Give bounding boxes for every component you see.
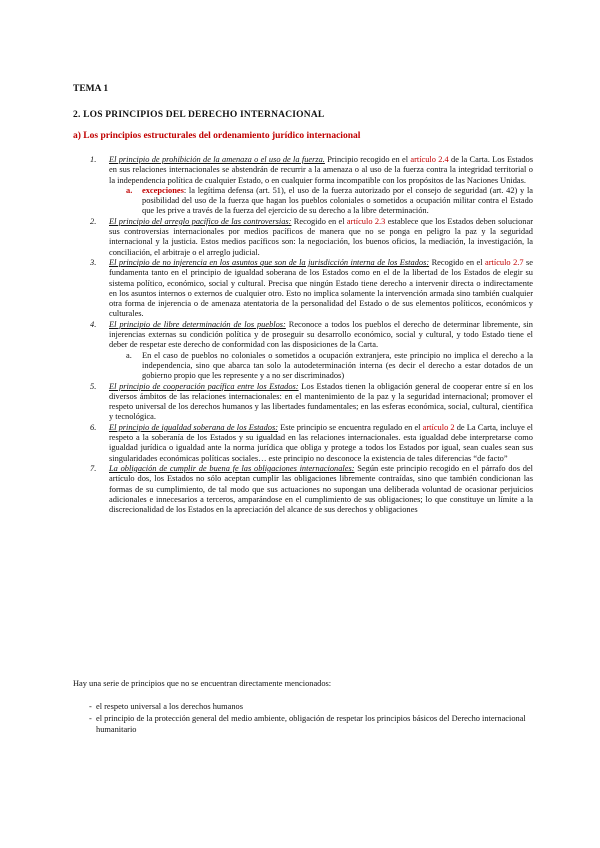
principle-text: de La Carta, incluye el respeto a la soberanía de los Estados y su igualdad en las relaciones internacionales. esta igualdad debe interpretarse como igualdad jurídica o igualdad ante la norma jurídica que obliga y protege a todos los Estados por igual, sean cuales sean sus singularidades económicas políticas sociales… este principio no desconoce la existencia de tales diferencias “de facto”	[109, 422, 533, 463]
principle-text: Reconoce a todos los pueblos el derecho de determinar libremente, sin injerencias externas su condición política y de proseguir su desarrollo económico, social y cultural, y todo Estado tiene el deber de respetar este derecho de conformidad con las disposiciones de la Carta.	[109, 319, 533, 350]
article-reference: artículo 2.3	[346, 216, 386, 226]
other-principles-intro: Hay una serie de principios que no se encuentran directamente mencionados:	[73, 679, 332, 688]
sub-letter: a.	[126, 185, 133, 195]
exceptions-label: excepciones	[142, 185, 184, 195]
section-title: 2. LOS PRINCIPIOS DEL DERECHO INTERNACIONAL	[73, 110, 325, 120]
principle-number: 2.	[90, 216, 97, 226]
list-item	[73, 714, 533, 735]
article-reference: artículo 2.4	[410, 155, 449, 164]
principle-text: Los Estados tienen la obligación general de cooperar entre sí en los diversos ámbitos de las relaciones internacionales: en el mantenimiento de la paz y la seguridad internacional; promover el respeto universal de los derechos humanos y las libertades fundamentales; en las esferas económica, social, cultural, científica y tecnológica.	[109, 381, 533, 422]
sub-letter: a.	[126, 350, 132, 360]
principle-text: se fundamenta tanto en el principio de igualdad soberana de los Estados como en el de la libertad de los Estados de elegir su sistema político, económico, social y cultural. Precisa que ningún Estado tiene derecho a intervenir directa o indirectamente en los asuntos internos o externos de cualquier otro. Esto no implica solamente la intervención armada sino también cualquier otra forma de injerencia o de amenaza atentatoria de la personalidad del Estado o de sus elementos políticos, económicos y culturales.	[109, 257, 533, 319]
principle-title: El principio de no injerencia en los asuntos que son de la jurisdicción interna de los Estados:	[109, 257, 430, 267]
sub-item	[109, 186, 533, 217]
sub-text: : la legítima defensa (art. 51), el uso de la fuerza autorizado por el consejo de seguridad (art. 42) y la posibilidad del uso de la fuerza que hagan los pueblos coloniales o sometidos a ocupación militar contra el Estado que les prive a través de la fuerza del ejercicio de su derecho a la libre determinación.	[142, 185, 533, 216]
sub-text: En el caso de pueblos no coloniales o sometidos a ocupación extranjera, este principio no implica el derecho a la independencia, sino que abarca tan solo la autodeterminación interna (es decir el derecho a estar dotados de un gobierno propio que les represente y a no ser discriminados)	[142, 350, 533, 381]
principle-item	[73, 382, 533, 423]
subsection-title: a) Los principios estructurales del ordenamiento jurídico internacional	[73, 131, 361, 141]
principle-item	[73, 217, 533, 258]
list-item-text: el principio de la protección general del medio ambiente, obligación de respetar los principios básicos del Derecho internacional humanitario	[96, 714, 526, 734]
dash-marker: -	[89, 702, 92, 711]
principle-text: Recogido en el	[429, 257, 486, 267]
article-reference: artículo 2.7	[485, 257, 524, 267]
principle-text: Este principio se encuentra regulado en el	[278, 422, 423, 432]
principle-item	[73, 320, 533, 382]
principle-item	[73, 258, 533, 320]
principle-text: Según este principio recogido en el párrafo dos del artículo dos, los Estados no sólo aceptan cumplir las obligaciones libremente contraídas, sino que también condicionan las formas de su cumplimiento, de tal modo que sus actuaciones no supongan una deliberada voluntad de ocasionar perjuicios adicionales e innecesarios a terceros, amparándose en el cumplimiento de sus obligaciones; lo que constituye un límite a la discrecionalidad de los Estados en la apreciación del alcance de sus derechos y obligaciones	[109, 463, 533, 515]
principle-item	[73, 155, 533, 217]
topic-heading: TEMA 1	[73, 84, 109, 94]
principle-number: 7.	[90, 463, 97, 473]
principle-text: de la Carta. Los Estados en sus relaciones internacionales se abstendrán de recurrir a la amenaza o al uso de la fuerza contra la integridad territorial o la independencia política de cualquier Estado, o en cualquier forma incompatible con los propósitos de las Naciones Unidas.	[109, 155, 533, 185]
list-item-text: el respeto universal a los derechos humanos	[96, 702, 243, 711]
list-item	[73, 702, 533, 712]
principle-text: establece que los Estados deben solucionar sus controversias internacionales por medios pacíficos de manera que no se ponga en peligro la paz y la seguridad internacional y la justicia. Estos medios pacíficos son: la negociación, los buenos oficios, la mediación, la investigación, la conciliación, el arbitraje o el arreglo judicial.	[109, 216, 533, 257]
principle-item	[73, 464, 533, 515]
principle-title: El principio de igualdad soberana de los Estados:	[109, 422, 279, 432]
principle-title: El principio de libre determinación de los pueblos:	[109, 319, 286, 329]
principle-number: 3.	[90, 257, 97, 267]
principle-item	[73, 423, 533, 464]
principle-number: 6.	[90, 422, 97, 432]
dash-marker: -	[89, 714, 92, 724]
sub-list	[109, 351, 533, 382]
principle-number: 4.	[90, 319, 97, 329]
principle-title: El principio de prohibición de la amenaza o el uso de la fuerza.	[109, 155, 325, 164]
principle-title: El principio de cooperación pacífica entre los Estados:	[109, 381, 299, 391]
sub-list	[109, 186, 533, 217]
principles-list	[73, 155, 533, 515]
sub-item	[109, 351, 533, 382]
principle-title: El principio del arreglo pacífico de las controversias:	[109, 216, 292, 226]
principle-text: Recogido en el	[291, 216, 347, 226]
principle-number: 5.	[90, 381, 97, 391]
article-reference: artículo 2	[422, 422, 455, 432]
other-principles-list	[73, 702, 533, 737]
principle-title: La obligación de cumplir de buena fe las obligaciones internacionales:	[109, 463, 355, 473]
principle-text: Principio recogido en el	[324, 155, 411, 164]
principle-number: 1.	[90, 155, 97, 164]
